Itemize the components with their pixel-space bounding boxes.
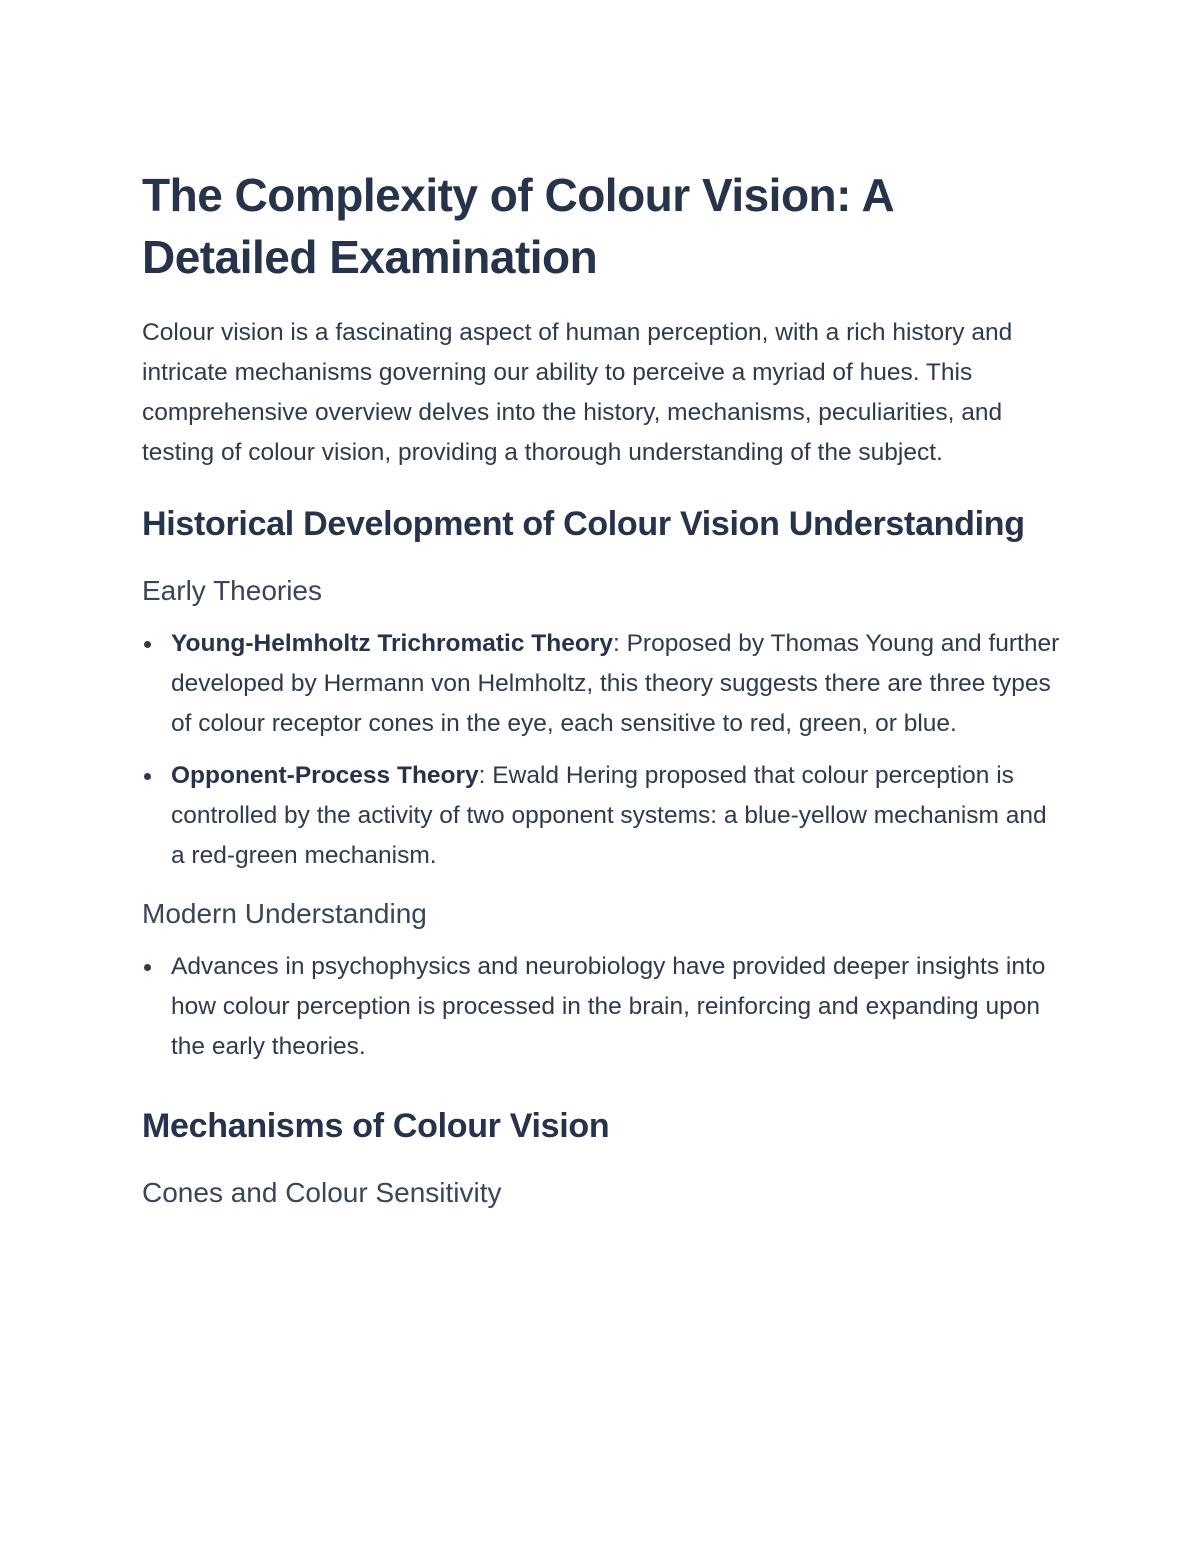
section-heading-history: Historical Development of Colour Vision Understanding — [142, 505, 1025, 543]
subsection-heading-early-theories: Early Theories — [142, 575, 323, 606]
early-theories-list — [142, 624, 1062, 876]
list-item-term: Opponent-Process Theory — [171, 762, 479, 789]
intro-paragraph: Colour vision is a fascinating aspect of human perception, with a rich history and intricate mechanisms governing our ability to perceive a myriad of hues. This comprehensive overview delves into the history, mechanisms, peculiarities, and testing of colour vision, providing a thorough understanding of the subject. — [142, 319, 1013, 466]
bullet-icon — [144, 964, 151, 971]
document-title: The Complexity of Colour Vision: A Detailed Examination — [142, 169, 893, 283]
section-heading-mechanisms: Mechanisms of Colour Vision — [142, 1107, 610, 1145]
list-item — [142, 947, 1062, 1067]
bullet-icon — [144, 641, 151, 648]
list-item-text: : Ewald Hering proposed that colour perception is controlled by the activity of two opponent systems: a blue-yellow mechanism and a red-green mechanism. — [171, 762, 1047, 869]
list-item-text: Advances in psychophysics and neurobiology have provided deeper insights into how colour perception is processed in the brain, reinforcing and expanding upon the early theories. — [171, 953, 1046, 1060]
document-page — [142, 164, 1062, 1215]
subsection-heading-cones: Cones and Colour Sensitivity — [142, 1177, 502, 1208]
bullet-icon — [144, 773, 151, 780]
list-item — [142, 756, 1062, 876]
list-item-text: : Proposed by Thomas Young and further developed by Hermann von Helmholtz, this theory suggests there are three types of colour receptor cones in the eye, each sensitive to red, green, or blue. — [171, 630, 1060, 737]
modern-understanding-list — [142, 947, 1062, 1067]
subsection-heading-modern-understanding: Modern Understanding — [142, 898, 427, 929]
list-item — [142, 624, 1062, 744]
list-item-term: Young-Helmholtz Trichromatic Theory — [171, 630, 613, 657]
